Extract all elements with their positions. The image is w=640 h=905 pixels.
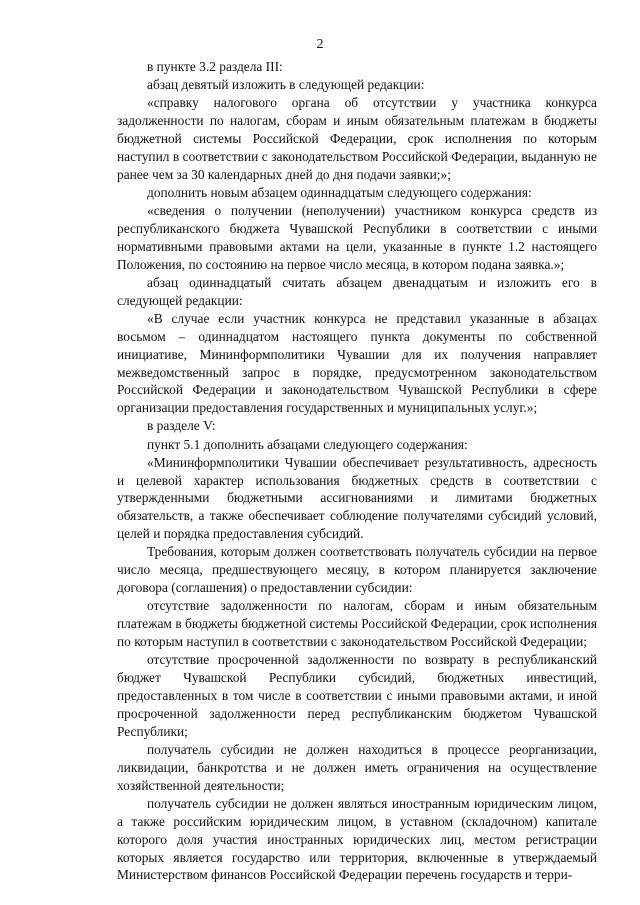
paragraph-2: абзац девятый изложить в следующей редакции: [147, 77, 425, 93]
paragraph-13: отсутствие просроченной задолженности по возврату в республиканский бюджет Чувашской Республики субсидий, бюджетных инвестиций, предоставленных в том числе в соответствии с иными правовыми актами, и иной просроченной задолженности перед республиканским бюджетом Чувашской Республики; [117, 652, 597, 739]
paragraph-11: Требования, которым должен соответствовать получатель субсидии на первое число месяца, предшествующего месяцу, в котором планируется заключение договора (соглашения) о предоставлении субсидии: [117, 544, 597, 596]
document-body [117, 58, 597, 884]
paragraph-10: «Мининформполитики Чувашии обеспечивает результативность, адресность и целевой характер использования бюджетных средств в соответствии с утвержденными бюджетными ассигнованиями и лимитами бюджетных обязательств, а также обеспечивает соблюдение получателями субсидий условий, целей и порядка предоставления субсидий. [117, 454, 597, 542]
paragraph-4: дополнить новым абзацем одиннадцатым следующего содержания: [147, 184, 532, 200]
paragraph-9: пункт 5.1 дополнить абзацами следующего содержания: [147, 436, 468, 452]
paragraph-15: получатель субсидии не должен являться иностранным юридическим лицом, а также российским юридическим лицом, в уставном (складочном) капитале которого доля участия иностранных юридических лиц, местом регистрации которых является государство или территория, включенные в утверждаемый Министерством финансов Российской Федерации перечень государств и терри- [117, 795, 597, 883]
paragraph-6: абзац одиннадцатый считать абзацем двенадцатым и изложить его в следующей редакции: [117, 274, 597, 308]
paragraph-7: «В случае если участник конкурса не представил указанные в абзацах восьмом – одиннадцатом настоящего пункта документы по собственной инициативе, Мининформполитики Чувашии для их получения направляет межведомственный запрос в порядке, предусмотренном законодательством Российской Федерации и законодательством Чувашской Республики в сфере организации предоставления государственных и муниципальных услуг.»; [117, 310, 597, 416]
paragraph-14: получатель субсидии не должен находиться в процессе реорганизации, ликвидации, банкротства и не должен иметь ограничения на осуществление хозяйственной деятельности; [117, 741, 597, 793]
paragraph-3: «справку налогового органа об отсутствии у участника конкурса задолженности по налогам, сборам и иным обязательным платежам в бюджеты бюджетной системы Российской Федерации, срок исполнения по которым наступил в соответствии с законодательством Российской Федерации, выданную не ранее чем за 30 календарных дней до дня подачи заявки;»; [117, 95, 597, 182]
page-number: 2 [316, 37, 324, 52]
paragraph-12: отсутствие задолженности по налогам, сборам и иным обязательным платежам в бюджеты бюджетной системы Российской Федерации, срок исполнения по которым наступил в соответствии с законодательством Российской Федерации; [117, 598, 597, 650]
paragraph-1: в пункте 3.2 раздела III: [147, 59, 283, 74]
paragraph-5: «сведения о получении (неполучении) участником конкурса средств из республиканского бюджета Чувашской Республики в соответствии с иными нормативными правовыми актами на цели, указанные в пункте 1.2 настоящего Положения, по состоянию на первое число месяца, в котором подана заявка.»; [117, 203, 597, 272]
paragraph-8: в разделе V: [147, 418, 216, 434]
